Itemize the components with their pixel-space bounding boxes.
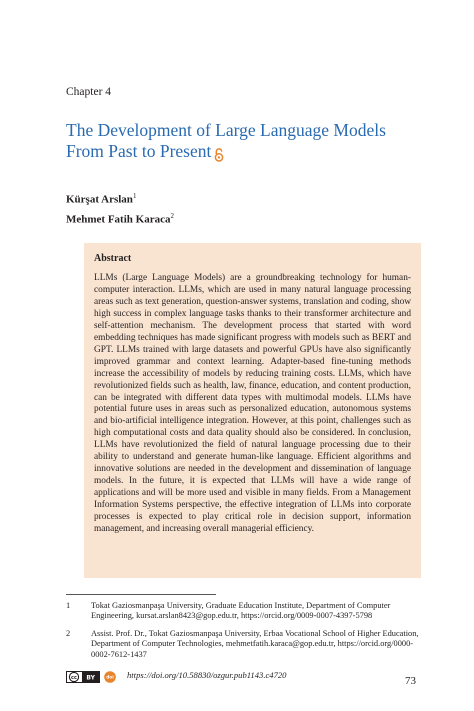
author-1: [66, 192, 136, 206]
svg-text:BY: BY: [86, 674, 95, 682]
footnote-1-text: Tokat Gaziosmanpaşa University, Graduate Education Institute, Department of Computer Engineering, kursat.arslan8423@gop.edu.tr, https://orcid.org/0009-0007-4397-5798: [91, 601, 391, 621]
author-1-name: Kürşat Arslan: [66, 193, 133, 206]
footnote-2-text: Assist. Prof. Dr., Tokat Gaziosmanpaşa University, Erbaa Vocational School of Higher Education, Department of Computer Technologies, mehmetfatih.karaca@gop.edu.tr, https://orcid.org/0000-0002-7612-1437: [91, 629, 419, 659]
footnote-2-number: 2: [66, 629, 71, 638]
open-access-lock-icon: [214, 146, 224, 160]
abstract-box: [84, 243, 421, 578]
svg-text:doi: doi: [106, 675, 114, 681]
footnote-2: [66, 629, 426, 660]
abstract-heading: Abstract: [94, 253, 132, 264]
page-number: 73: [405, 675, 416, 687]
footnote-divider: [66, 594, 216, 595]
footnote-1-number: 1: [66, 601, 71, 610]
chapter-title: [66, 120, 406, 162]
chapter-title-text: The Development of Large Language Models From Past to Present: [66, 120, 386, 161]
author-2-footnote-ref[interactable]: 2: [170, 212, 174, 220]
doi-icon[interactable]: [104, 670, 116, 688]
page-footer: [66, 669, 416, 683]
doi-link[interactable]: https://doi.org/10.58830/ozgur.pub1143.c4720: [127, 670, 287, 680]
author-2: [66, 212, 174, 226]
abstract-text: LLMs (Large Language Models) are a groundbreaking technology for human-computer interaction. LLMs, which are used in many natural language processing areas such as text generation, question-answer systems, translation and coding, show high success in complex language tasks thanks to their transformer architecture and self-attention mechanism. The development process that started with word embedding techniques has made significant progress with models such as BERT and GPT. LLMs trained with large datasets and powerful GPUs have also significantly improved grammar and context learning. Adapter-based fine-tuning methods increase the accessibility of models by reducing training costs. LLMs, which have revolutionized fields such as health, law, finance, education, and content production, can be integrated with different data types with multimodal models. LLMs have potential future uses in areas such as personalized education, autonomous systems and bio-artificial intelligence integration. However, at this point, challenges such as high computational costs and data quality should also be considered. In conclusion, LLMs have revolutionized the field of natural language processing due to their ability to understand and generate human-like language. Efficient algorithms and innovative solutions are needed in the development and dissemination of language models. In the future, it is expected that LLMs will have a wide range of applications and will be more used and visible in many fields. From a Management Information Systems perspective, the effective integration of LLMs into corporate processes is expected to play critical role in decision support, information management, and increasing overall managerial efficiency.: [94, 273, 411, 535]
chapter-label: Chapter 4: [66, 86, 112, 98]
author-2-name: Mehmet Fatih Karaca: [66, 213, 171, 226]
footnote-1: [66, 601, 426, 622]
author-1-footnote-ref[interactable]: 1: [132, 192, 137, 200]
creative-commons-by-icon[interactable]: [66, 670, 100, 688]
svg-text:cc: cc: [71, 674, 77, 681]
